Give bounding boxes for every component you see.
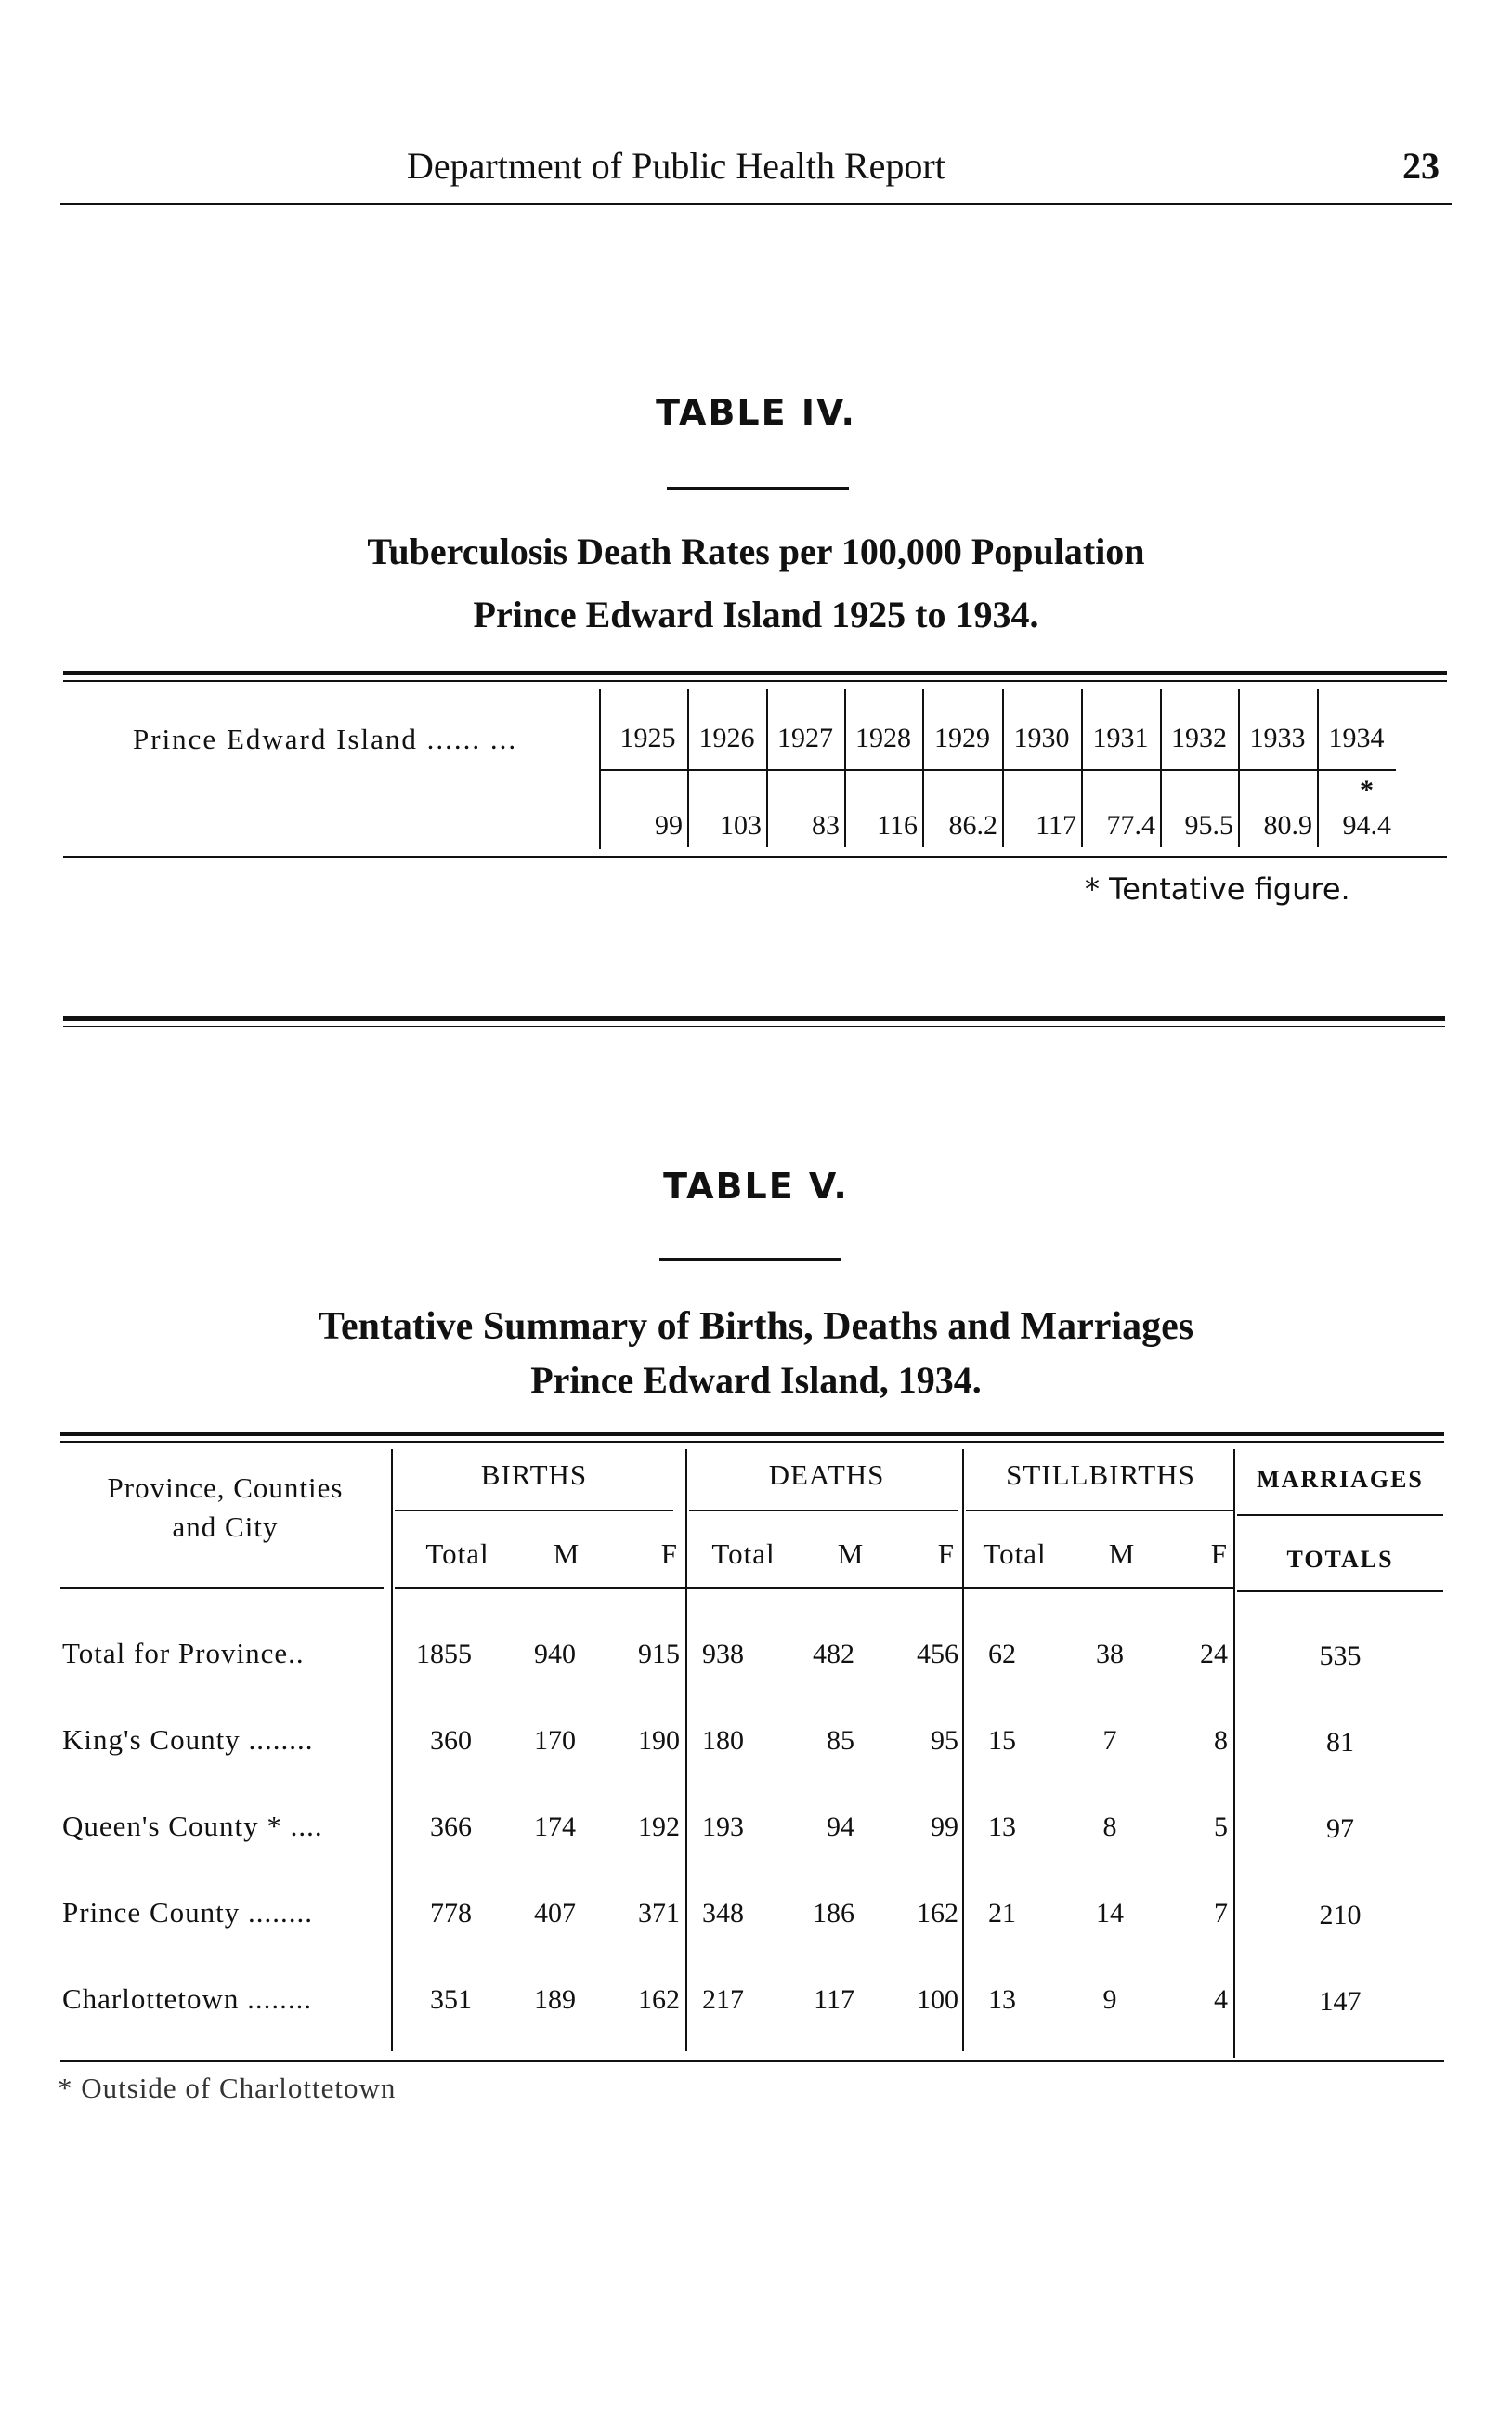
table-row-label: Charlottetown ........ [62, 1982, 313, 2015]
deaths-total-cell: 193 [702, 1811, 744, 1842]
stillbirths-total-cell: 15 [988, 1725, 1016, 1756]
births-m-header: M [553, 1537, 580, 1570]
table4-rate: 116 [877, 810, 918, 841]
deaths-m-cell: 85 [827, 1725, 854, 1756]
stillbirths-f-cell: 8 [1214, 1725, 1228, 1756]
table4-year: 1932 [1171, 723, 1227, 753]
deaths-total-cell: 938 [702, 1639, 744, 1669]
deaths-m-cell: 482 [813, 1639, 854, 1669]
stillbirths-total-cell: 21 [988, 1898, 1016, 1929]
table5-stub-header-line2: and City [172, 1510, 279, 1543]
marriages-cell: 147 [1319, 1986, 1362, 2017]
stillbirths-header: STILLBIRTHS [1006, 1458, 1195, 1491]
table4-rate: 103 [720, 810, 762, 841]
table4-rate: 77.4 [1106, 810, 1155, 841]
table4-year: 1928 [855, 723, 911, 753]
table4-year: 1925 [619, 723, 676, 753]
table-row-label: Queen's County * .... [62, 1810, 323, 1842]
table4-rate: 95.5 [1184, 810, 1233, 841]
table4-row-label: Prince Edward Island ...... ... [133, 723, 518, 755]
deaths-m-header: M [837, 1537, 865, 1570]
marriages-cell: 81 [1326, 1727, 1354, 1758]
stillbirths-m-cell: 38 [1096, 1639, 1124, 1669]
deaths-f-cell: 456 [917, 1639, 958, 1669]
table4-caption-line1: Tuberculosis Death Rates per 100,000 Population [367, 530, 1145, 572]
births-total-cell: 366 [430, 1811, 472, 1842]
births-f-cell: 162 [638, 1984, 680, 2015]
stillbirths-f-cell: 4 [1214, 1984, 1228, 2015]
table4-caption-line2: Prince Edward Island 1925 to 1934. [473, 594, 1039, 635]
births-f-cell: 190 [638, 1725, 680, 1756]
deaths-total-cell: 217 [702, 1984, 744, 2015]
births-header-rule [395, 1510, 673, 1511]
table5-bottom-rule [60, 2060, 1444, 2062]
table5-top-rule [60, 1432, 1444, 1436]
deaths-total-cell: 180 [702, 1725, 744, 1756]
births-total-header: Total [425, 1537, 489, 1570]
births-m-cell: 170 [534, 1725, 576, 1756]
stillbirths-f-cell: 5 [1214, 1811, 1228, 1842]
table4-year: 1930 [1013, 723, 1070, 753]
stillbirths-m-header: M [1108, 1537, 1136, 1570]
deaths-f-header: F [937, 1537, 955, 1570]
table4-rate: 80.9 [1263, 810, 1312, 841]
stillbirths-m-cell: 9 [1102, 1984, 1117, 2015]
births-header: BIRTHS [480, 1458, 588, 1491]
deaths-total-header: Total [711, 1537, 776, 1570]
page-number: 23 [1402, 145, 1440, 187]
deaths-f-cell: 95 [931, 1725, 958, 1756]
table4-rate: 99 [655, 810, 683, 841]
deaths-header: DEATHS [768, 1458, 885, 1491]
table4-rate: 86.2 [948, 810, 997, 841]
births-total-cell: 351 [430, 1984, 472, 2015]
table4-year: 1931 [1092, 723, 1149, 753]
table4-tentative-mark: * [1360, 775, 1374, 805]
births-f-cell: 192 [638, 1811, 680, 1842]
stillbirths-m-cell: 7 [1102, 1725, 1117, 1756]
stillbirths-total-cell: 13 [988, 1984, 1016, 2015]
table4-label: TABLE IV. [656, 392, 856, 433]
stillbirths-f-cell: 7 [1214, 1898, 1228, 1929]
deaths-f-cell: 100 [917, 1984, 958, 2015]
table5-footnote: * Outside of Charlottetown [58, 2072, 397, 2104]
marriages-header-rule [1237, 1514, 1443, 1516]
births-m-cell: 407 [534, 1898, 576, 1929]
marriages-column-rule [1237, 1590, 1443, 1592]
deaths-m-cell: 117 [814, 1984, 854, 2015]
marriages-header: MARRIAGES [1257, 1466, 1424, 1493]
table-row-label: King's County ........ [62, 1723, 314, 1756]
stillbirths-m-cell: 8 [1102, 1811, 1117, 1842]
births-m-cell: 174 [534, 1811, 576, 1842]
marriages-totals-header: TOTALS [1286, 1546, 1394, 1573]
births-deaths-divider [685, 1449, 687, 2051]
table5-label: TABLE V. [663, 1166, 849, 1207]
deaths-f-cell: 162 [917, 1898, 958, 1929]
deaths-m-cell: 186 [813, 1898, 854, 1929]
table4-footnote: * Tentative figure. [1085, 871, 1350, 907]
table4-rate: 117 [1036, 810, 1076, 841]
deaths-m-cell: 94 [827, 1811, 854, 1842]
stillbirths-total-header: Total [983, 1537, 1047, 1570]
births-total-cell: 778 [430, 1898, 472, 1929]
stub-header-rule [60, 1587, 384, 1589]
deaths-total-cell: 348 [702, 1898, 744, 1929]
births-f-cell: 371 [638, 1898, 680, 1929]
deaths-f-cell: 99 [931, 1811, 958, 1842]
column-header-rule [395, 1587, 1233, 1589]
table5-stub-header: Province, Counties [107, 1471, 344, 1504]
stillbirths-f-cell: 24 [1200, 1639, 1228, 1669]
table4-year: 1926 [698, 723, 755, 753]
running-title: Department of Public Health Report [407, 145, 945, 187]
marriages-cell: 97 [1326, 1813, 1354, 1844]
table4-year: 1933 [1249, 723, 1306, 753]
marriages-cell: 535 [1319, 1641, 1362, 1671]
table4-rate: 94.4 [1342, 810, 1391, 841]
table4-year: 1934 [1328, 723, 1385, 753]
births-f-cell: 915 [638, 1639, 680, 1669]
deaths-stillbirths-divider [962, 1449, 964, 2051]
table4-rate: 83 [812, 810, 840, 841]
stillbirths-f-header: F [1210, 1537, 1228, 1570]
table5-caption-line2: Prince Edward Island, 1934. [530, 1359, 982, 1401]
marriages-cell: 210 [1319, 1900, 1362, 1930]
births-m-cell: 189 [534, 1984, 576, 2015]
table-row-label: Total for Province.. [62, 1637, 305, 1669]
stillbirths-total-cell: 62 [988, 1639, 1016, 1669]
births-total-cell: 360 [430, 1725, 472, 1756]
births-total-cell: 1855 [416, 1639, 472, 1669]
table5-caption-line1: Tentative Summary of Births, Deaths and Marriages [318, 1305, 1194, 1348]
stillbirths-total-cell: 13 [988, 1811, 1016, 1842]
table-row-label: Prince County ........ [62, 1896, 313, 1929]
births-f-header: F [660, 1537, 678, 1570]
stillbirths-header-rule [966, 1510, 1233, 1511]
stillbirths-marriages-divider [1233, 1449, 1235, 2058]
table4-year: 1927 [777, 723, 833, 753]
births-m-cell: 940 [534, 1639, 576, 1669]
table5-top-rule-thin [60, 1441, 1444, 1443]
table4-year: 1929 [934, 723, 990, 753]
stillbirths-m-cell: 14 [1096, 1898, 1124, 1929]
deaths-header-rule [689, 1510, 958, 1511]
